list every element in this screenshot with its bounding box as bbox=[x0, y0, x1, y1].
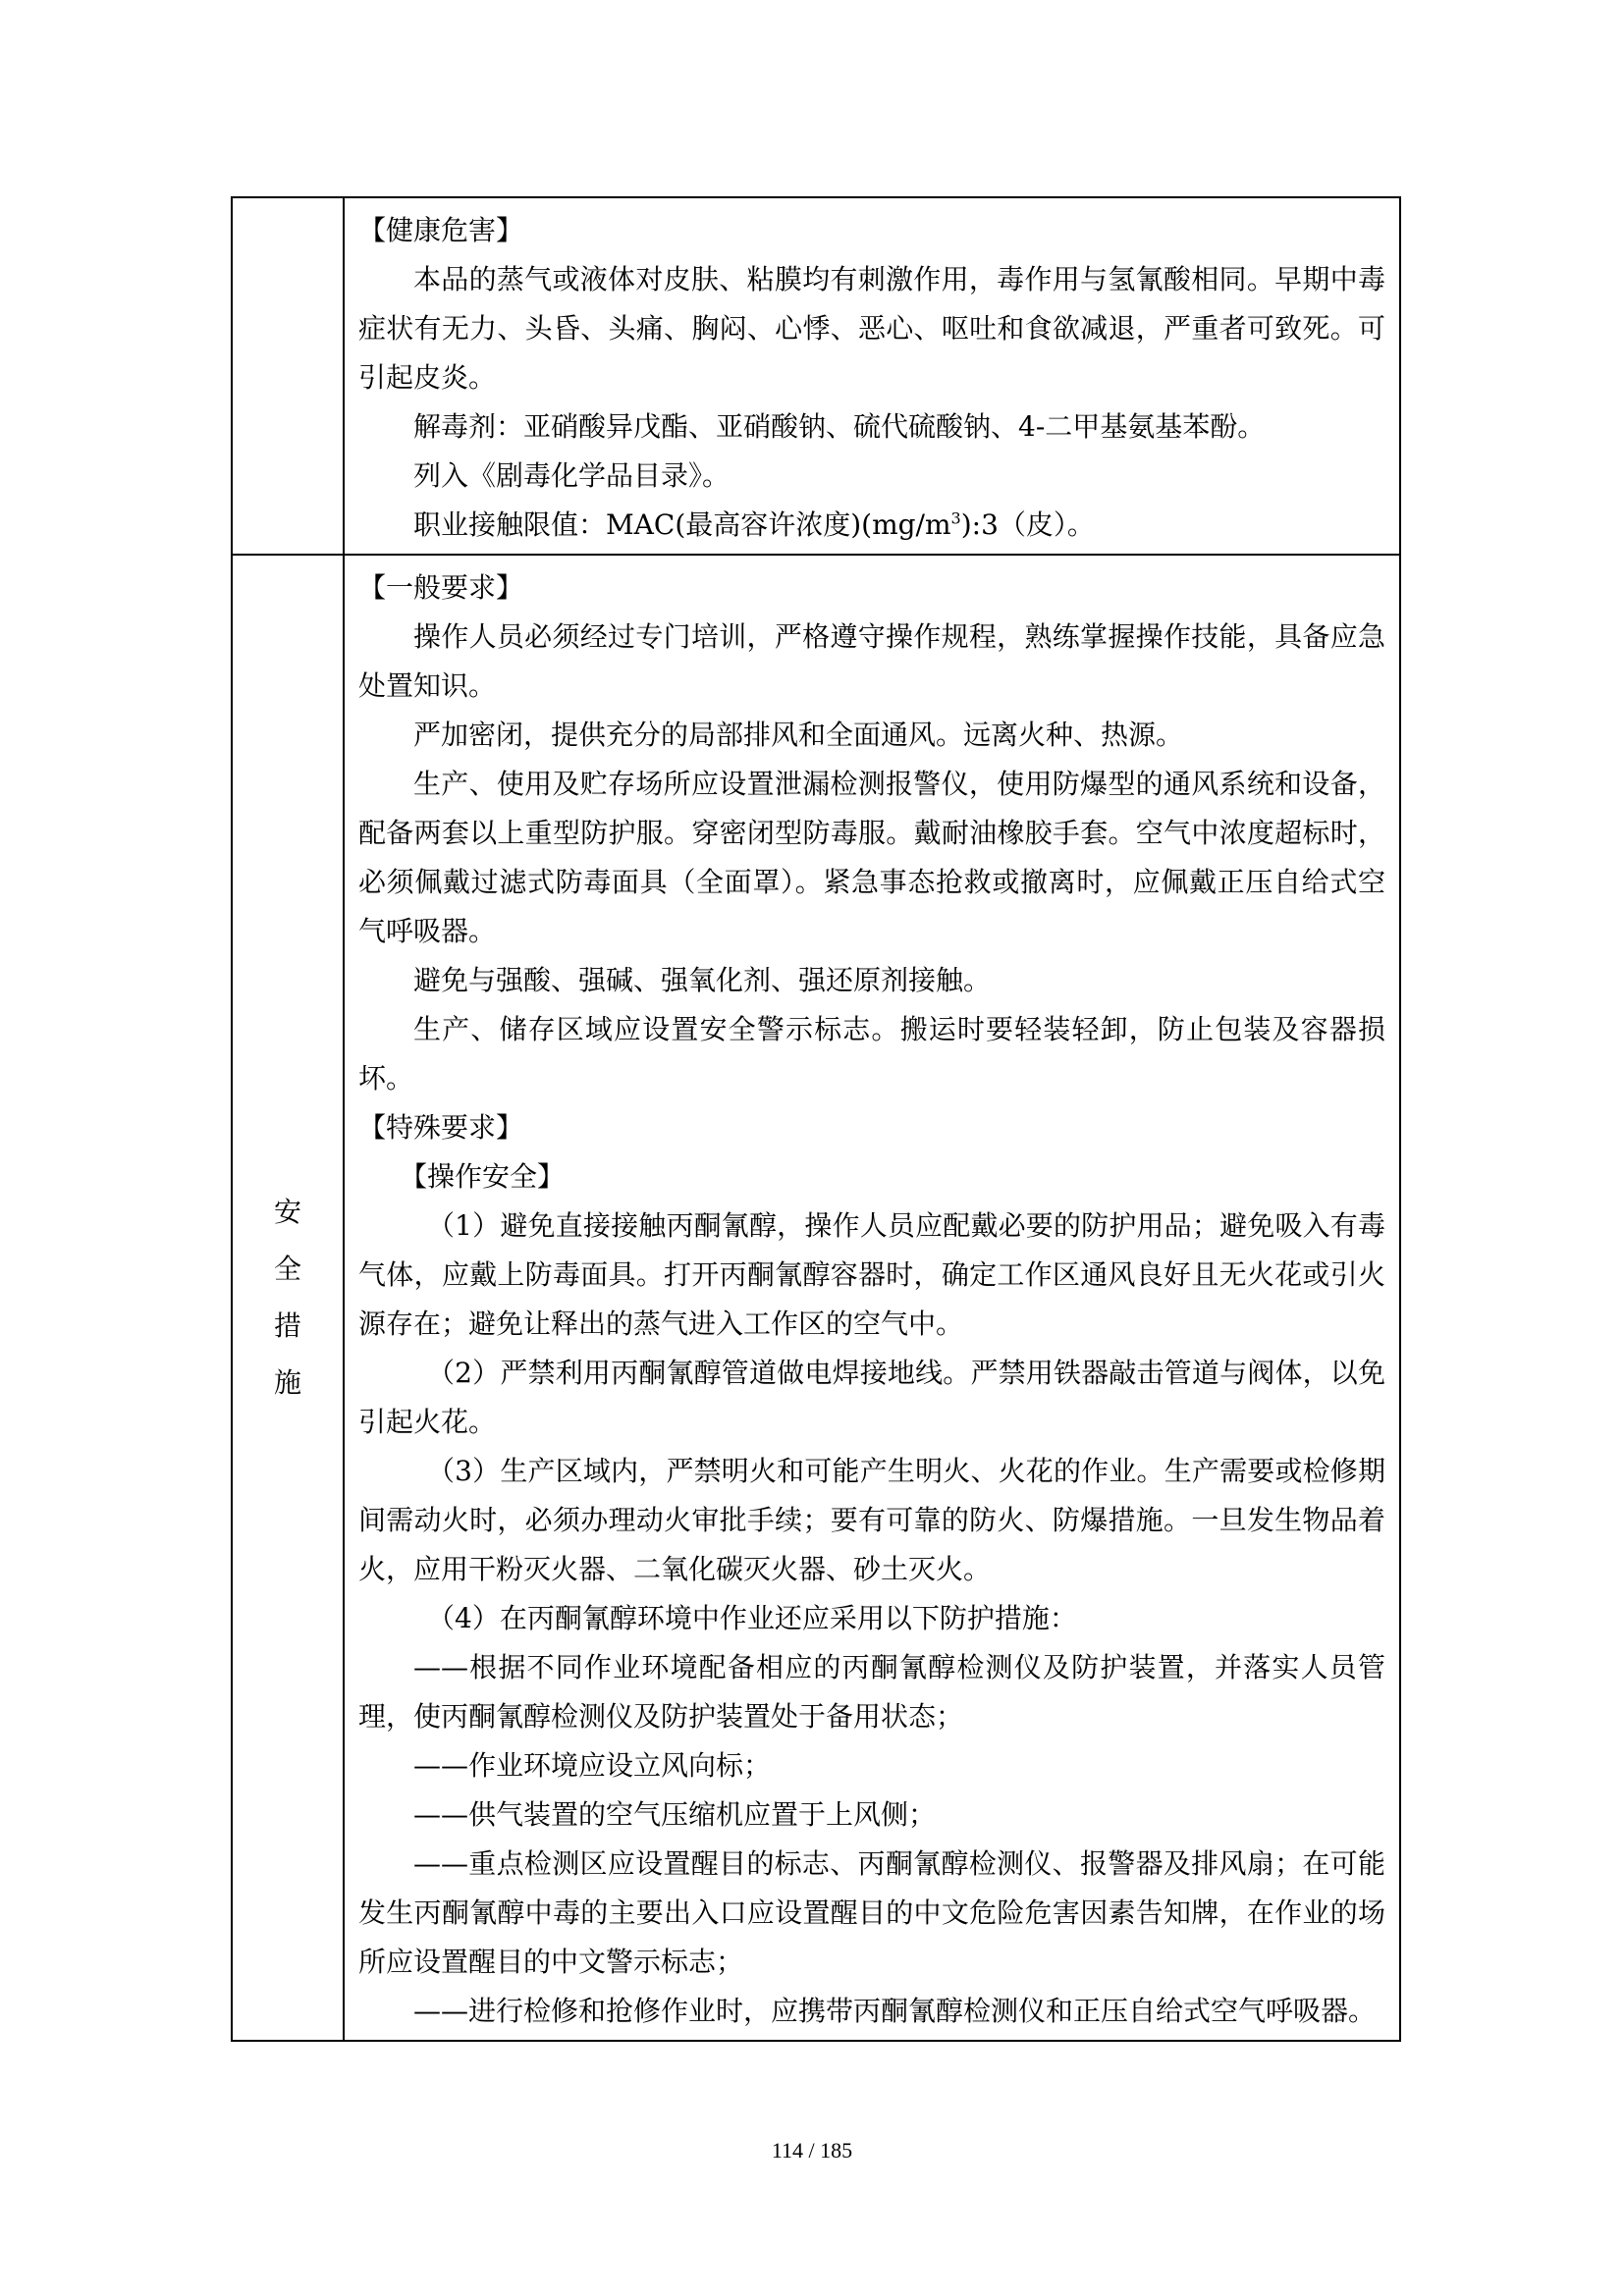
safety-measures-row bbox=[232, 555, 1400, 2041]
special-requirements-title: 【特殊要求】 bbox=[358, 1111, 524, 1144]
safety-label-char: 全 bbox=[273, 1253, 301, 1285]
exposure-limit-superscript: 3 bbox=[950, 508, 961, 528]
protection-measure: ——重点检测区应设置醒目的标志、丙酮氰醇检测仪、报警器及排风扇；在可能发生丙酮氰醇中毒的主要出入口应设置醒目的中文危险危害因素告知牌，在作业的场所应设置醒目的中文警示标志； bbox=[358, 1847, 1385, 1978]
health-paragraph-2: 解毒剂：亚硝酸异戊酯、亚硝酸钠、硫代硫酸钠、4-二甲基氨基苯酚。 bbox=[413, 410, 1266, 443]
general-paragraph: 生产、储存区域应设置安全警示标志。搬运时要轻装轻卸，防止包装及容器损坏。 bbox=[358, 1013, 1385, 1095]
health-paragraph-3: 列入《剧毒化学品目录》。 bbox=[413, 459, 731, 492]
protection-measure: ——根据不同作业环境配备相应的丙酮氰醇检测仪及防护装置，并落实人员管理，使丙酮氰醇检测仪及防护装置处于备用状态； bbox=[358, 1651, 1385, 1733]
operation-safety-title: 【操作安全】 bbox=[400, 1160, 566, 1193]
protection-measure: ——供气装置的空气压缩机应置于上风侧； bbox=[413, 1798, 937, 1831]
general-paragraph: 操作人员必须经过专门培训，严格遵守操作规程，熟练掌握操作技能，具备应急处置知识。 bbox=[358, 620, 1385, 702]
exposure-limit-value: ):3（皮）。 bbox=[960, 508, 1095, 541]
safety-label-char: 安 bbox=[273, 1196, 301, 1228]
operation-item: （2）严禁利用丙酮氰醇管道做电焊接地线。严禁用铁器敲击管道与阀体，以免引起火花。 bbox=[358, 1357, 1385, 1438]
health-title: 【健康危害】 bbox=[358, 214, 524, 246]
protection-measure: ——作业环境应设立风向标； bbox=[413, 1749, 772, 1782]
health-content-cell bbox=[344, 197, 1400, 555]
operation-item: （1）避免直接接触丙酮氰醇，操作人员应配戴必要的防护用品；避免吸入有毒气体，应戴上防毒面具。打开丙酮氰醇容器时，确定工作区通风良好且无火花或引火源存在；避免让释出的蒸气进入工作区的空气中。 bbox=[358, 1209, 1385, 1340]
safety-label-char: 措 bbox=[273, 1309, 301, 1342]
general-paragraph: 严加密闭，提供充分的局部排风和全面通风。远离火种、热源。 bbox=[413, 719, 1184, 751]
safety-vertical-label bbox=[274, 1184, 301, 1412]
safety-data-table bbox=[231, 196, 1401, 2042]
operation-item: （4）在丙酮氰醇环境中作业还应采用以下防护措施： bbox=[427, 1602, 1077, 1634]
health-paragraph-1: 本品的蒸气或液体对皮肤、粘膜均有刺激作用，毒作用与氢氰酸相同。早期中毒症状有无力、头昏、头痛、胸闷、心悸、恶心、呕吐和食欲减退，严重者可致死。可引起皮炎。 bbox=[358, 263, 1385, 394]
protection-measure: ——进行检修和抢修作业时，应携带丙酮氰醇检测仪和正压自给式空气呼吸器。 bbox=[413, 1995, 1377, 2027]
general-requirements-title: 【一般要求】 bbox=[358, 571, 524, 604]
page-number: 114 / 185 bbox=[771, 2138, 853, 2163]
safety-label-char: 施 bbox=[273, 1366, 301, 1399]
general-paragraph: 避免与强酸、强碱、强氧化剂、强还原剂接触。 bbox=[413, 964, 992, 996]
health-label-cell bbox=[232, 197, 344, 555]
exposure-limit-text: 职业接触限值：MAC(最高容许浓度)(mg/m bbox=[413, 508, 951, 541]
health-hazard-row bbox=[232, 197, 1400, 555]
safety-label-cell bbox=[232, 555, 344, 2041]
health-paragraph-4 bbox=[358, 501, 1385, 550]
safety-content-cell bbox=[344, 555, 1400, 2041]
general-paragraph: 生产、使用及贮存场所应设置泄漏检测报警仪，使用防爆型的通风系统和设备，配备两套以上重型防护服。穿密闭型防毒服。戴耐油橡胶手套。空气中浓度超标时，必须佩戴过滤式防毒面具（全面罩）。紧急事态抢救或撤离时，应佩戴正压自给式空气呼吸器。 bbox=[358, 768, 1385, 947]
operation-item: （3）生产区域内，严禁明火和可能产生明火、火花的作业。生产需要或检修期间需动火时，必须办理动火审批手续；要有可靠的防火、防爆措施。一旦发生物品着火，应用干粉灭火器、二氧化碳灭火器、砂土灭火。 bbox=[358, 1455, 1385, 1585]
